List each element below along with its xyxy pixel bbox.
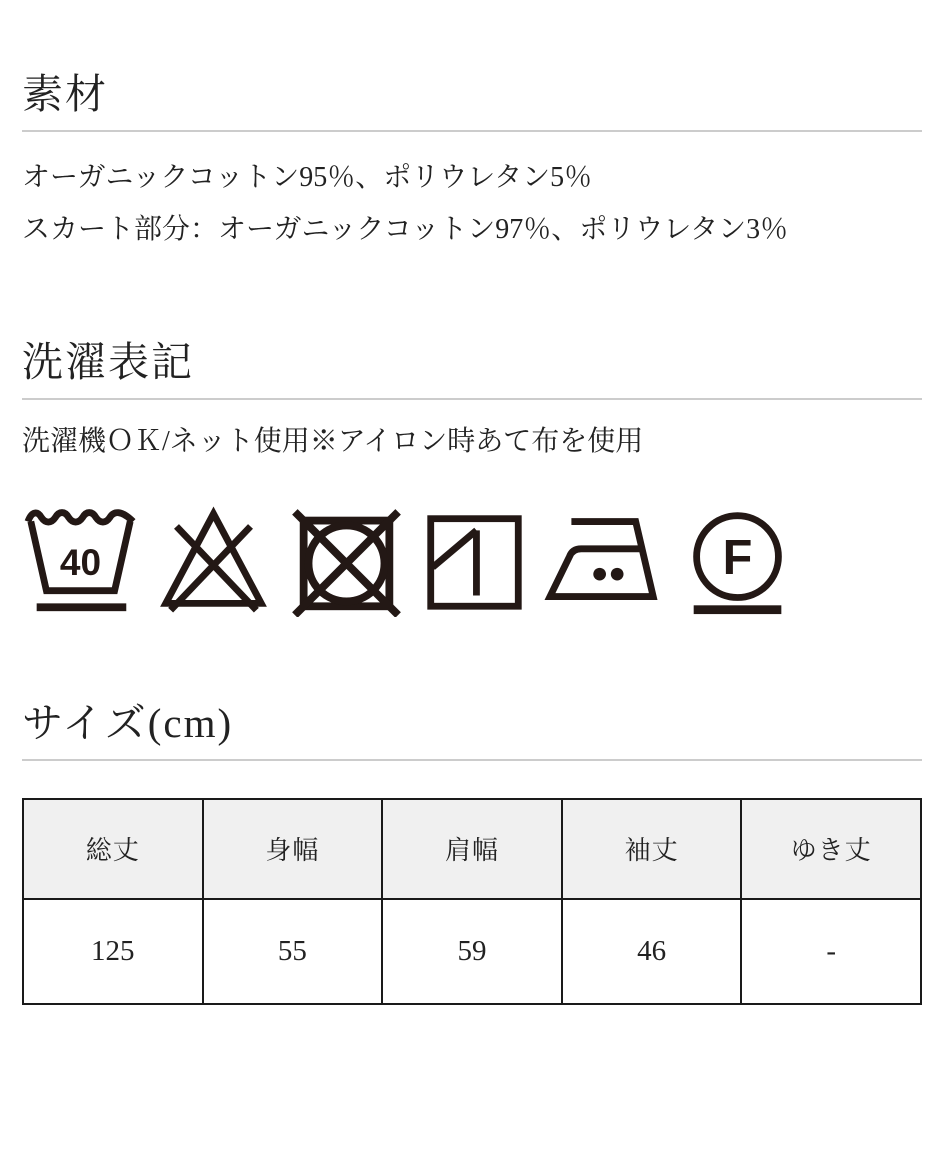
dry-clean-f-gentle-icon <box>682 505 794 617</box>
column-header: 袖丈 <box>562 799 742 899</box>
column-header: 肩幅 <box>382 799 562 899</box>
size-table-header-row <box>23 799 921 899</box>
table-cell: 46 <box>562 899 742 1004</box>
column-header: 総丈 <box>23 799 203 899</box>
column-header: 身幅 <box>203 799 383 899</box>
column-header: ゆき丈 <box>741 799 921 899</box>
divider <box>22 759 922 761</box>
product-detail-section <box>0 71 944 1005</box>
table-cell: - <box>741 899 921 1004</box>
care-heading: 洗濯表記 <box>22 339 194 386</box>
wash-temperature-label: 40 <box>59 541 102 583</box>
table-cell: 59 <box>382 899 562 1004</box>
material-heading: 素材 <box>22 71 108 117</box>
table-cell: 55 <box>203 899 383 1004</box>
material-composition-line: オーガニックコットン95％、ポリウレタン5％ <box>22 162 593 193</box>
no-bleach-icon <box>155 505 272 617</box>
care-note: 洗濯機ＯＫ/ネット使用※アイロン時あて布を使用 <box>22 426 644 458</box>
size-heading: サイズ(cm) <box>22 699 234 746</box>
dry-clean-letter: F <box>722 530 753 585</box>
iron-medium-icon <box>544 505 666 617</box>
wash-tub-40-icon <box>22 505 139 617</box>
table-cell: 125 <box>23 899 203 1004</box>
size-table <box>22 798 922 1005</box>
divider <box>22 130 922 132</box>
laundry-symbols-row <box>22 505 922 617</box>
hang-dry-in-shade-icon <box>421 505 528 617</box>
divider <box>22 398 922 400</box>
material-composition-line: スカート部分：オーガニックコットン97％、ポリウレタン3％ <box>22 214 789 246</box>
no-tumble-dry-icon <box>288 505 405 617</box>
size-table-value-row <box>23 899 921 1004</box>
